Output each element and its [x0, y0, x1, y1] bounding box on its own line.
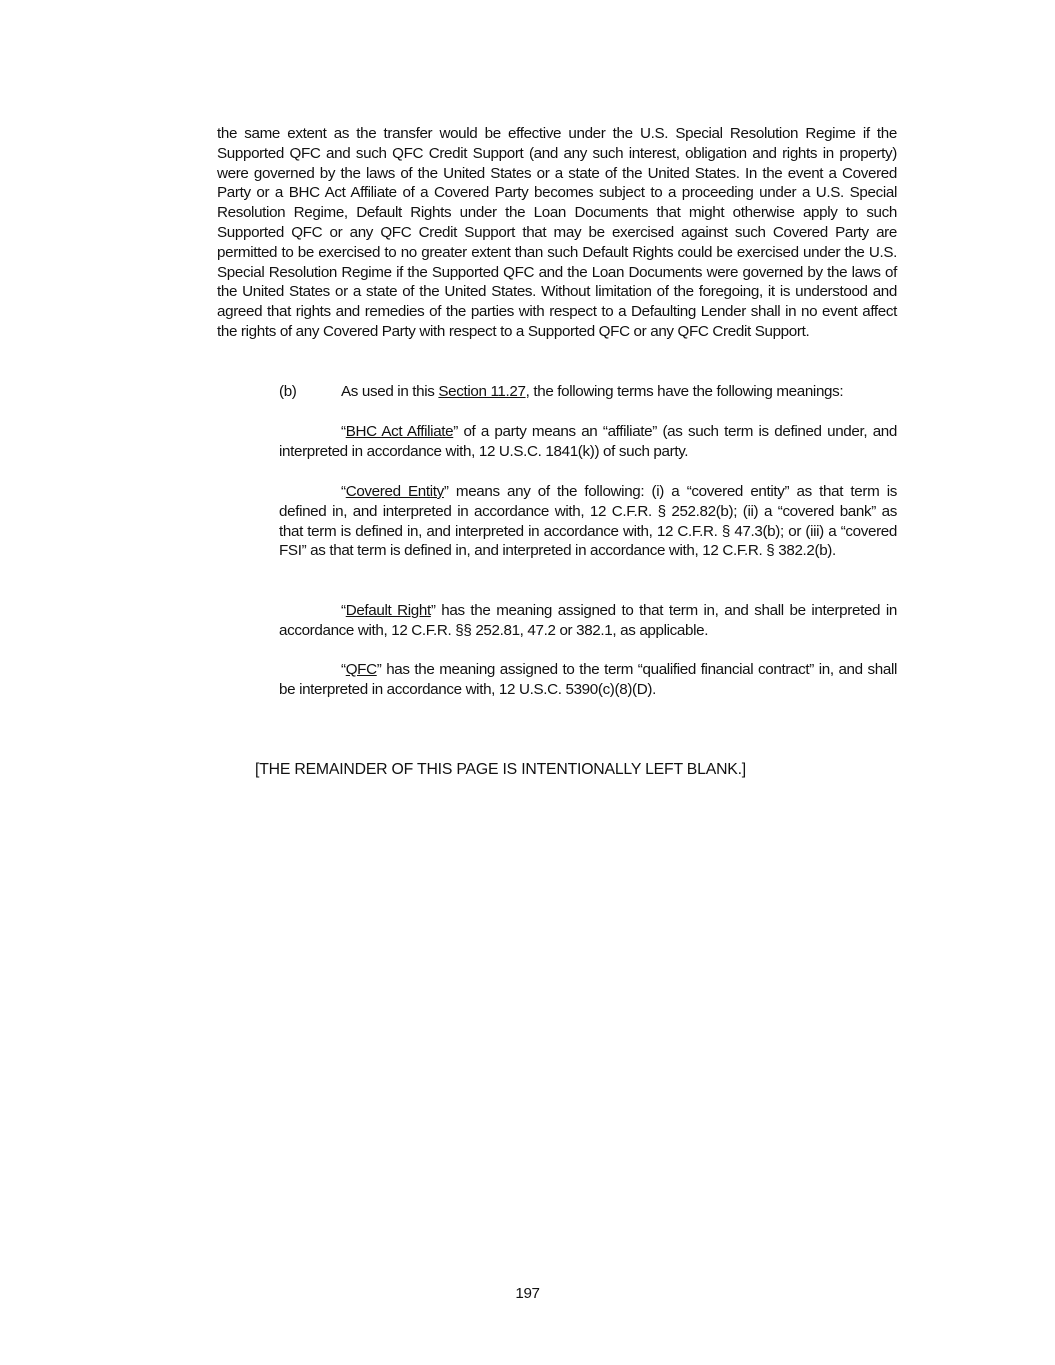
definition-open-quote: “ [341, 423, 346, 440]
definition-body: ” of a party means an “affiliate” (as such term is defined under, and interpreted in accordance with, 12 U.S.C. 1841(k)) of such party. [279, 423, 897, 460]
definition-open-quote: “ [341, 661, 346, 678]
defined-term: Covered Entity [345, 483, 444, 500]
definition-open-quote: “ [341, 602, 346, 619]
defined-term: QFC [345, 661, 377, 678]
continuation-paragraph: the same extent as the transfer would be effective under the U.S. Special Resolution Regime if the Supported QFC and such QFC Credit Support (and any such interest, obligation and rights in property) were governed by the laws of the United States or a state of the United States. In the event a Covered Party or a BHC Act Affiliate of a Covered Party becomes subject to a proceeding under a U.S. Special Resolution Regime, Default Rights under the Loan Documents that might otherwise apply to such Supported QFC or any QFC Credit Support that may be exercised against such Covered Party are permitted to be exercised to no greater extent than such Default Rights could be exercised under the U.S. Special Resolution Regime if the Supported QFC and the Loan Documents were governed by the laws of the United States or a state of the United States. Without limitation of the foregoing, it is understood and agreed that rights and remedies of the parties with respect to a Defaulting Lender shall in no event affect the rights of any Covered Party with respect to a Supported QFC or any QFC Credit Support. [217, 125, 897, 340]
subsection-b-text-after: , the following terms have the following meanings: [525, 383, 844, 400]
subsection-b-label: (b) [279, 383, 297, 400]
subsection-b [279, 382, 899, 402]
definition-covered-entity [279, 482, 897, 561]
definition-body: ” means any of the following: (i) a “covered entity” as that term is defined in, and interpreted in accordance with, 12 C.F.R. § 252.82(b); (ii) a “covered bank” as that term is defined in, and interpreted in accordance with, 12 C.F.R. § 47.3(b); or (iii) a “covered FSI” as that term is defined in, and interpreted in accordance with, 12 C.F.R. § 382.2(b). [279, 483, 897, 560]
definition-qfc [279, 660, 897, 700]
subsection-b-text-before: As used in this [341, 383, 439, 400]
page-number: 197 [515, 1285, 540, 1302]
definition-default-right [279, 601, 897, 641]
defined-term: Default Right [345, 602, 431, 619]
definition-bhc-act-affiliate [279, 422, 897, 462]
definition-open-quote: “ [341, 483, 346, 500]
definition-body: ” has the meaning assigned to the term “qualified financial contract” in, and shall be interpreted in accordance with, 12 U.S.C. 5390(c)(8)(D). [279, 661, 897, 698]
defined-term: BHC Act Affiliate [345, 423, 454, 440]
section-reference-link: Section 11.27 [438, 383, 526, 400]
definition-body: ” has the meaning assigned to that term in, and shall be interpreted in accordance with, 12 C.F.R. §§ 252.81, 47.2 or 382.1, as applicable. [279, 602, 897, 639]
remainder-blank-notice: [THE REMAINDER OF THIS PAGE IS INTENTIONALLY LEFT BLANK.] [255, 761, 746, 778]
